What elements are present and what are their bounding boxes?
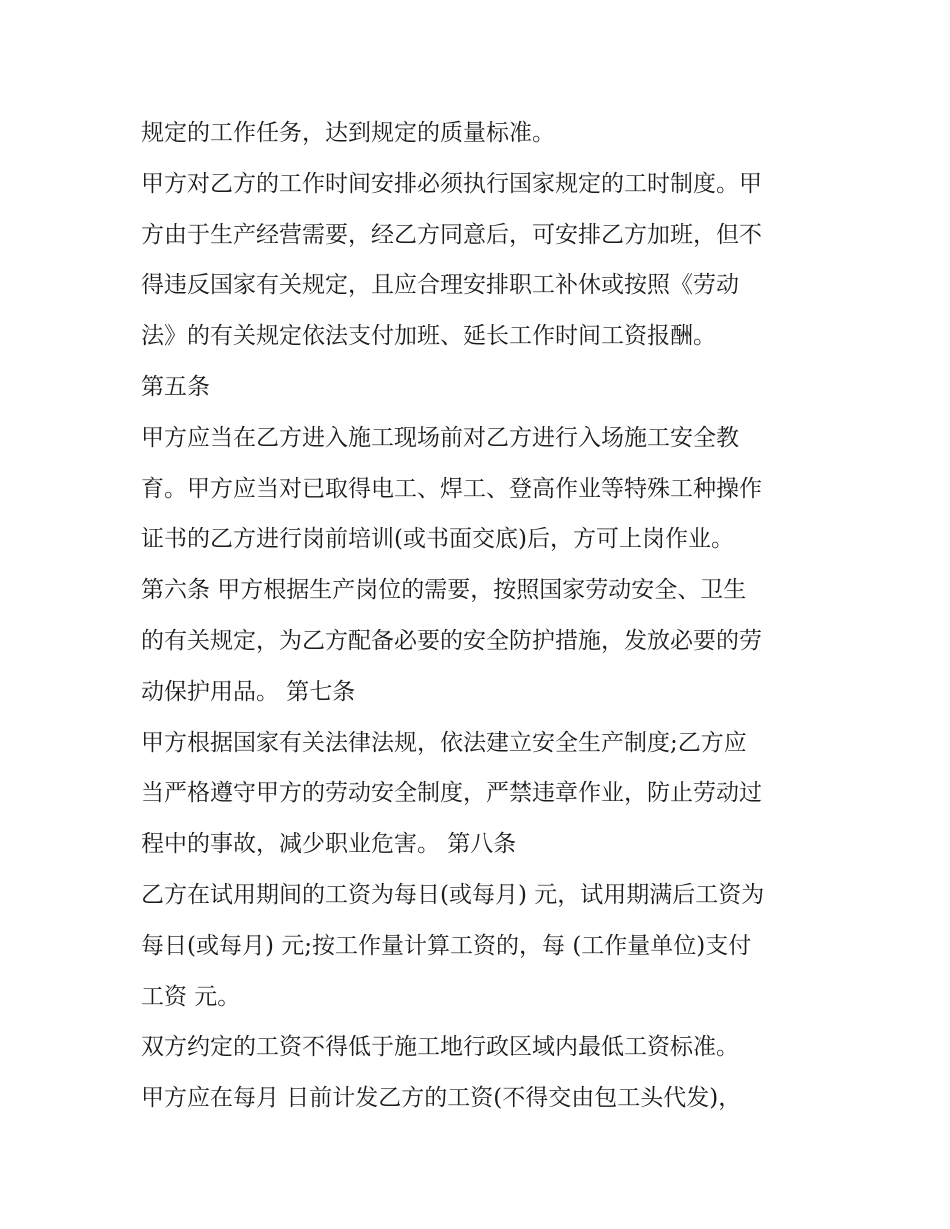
text-line: 得违反国家有关规定，且应合理安排职工补休或按照《劳动 (141, 272, 739, 299)
text-line: 育。甲方应当对已取得电工、焊工、登高作业等特殊工种操作 (141, 475, 762, 502)
text-line: 的有关规定，为乙方配备必要的安全防护措施，发放必要的劳 (141, 627, 762, 654)
text-line: 法》的有关规定依法支付加班、延长工作时间工资报酬。 (141, 323, 716, 350)
text-line: 动保护用品。 第七条 (141, 678, 356, 705)
text-line: 规定的工作任务，达到规定的质量标准。 (141, 120, 555, 146)
text-line: 乙方在试用期间的工资为每日(或每月) 元，试用期满后工资为 (141, 881, 765, 908)
text-line: 甲方对乙方的工作时间安排必须执行国家规定的工时制度。甲 (141, 170, 762, 197)
text-line: 每日(或每月) 元;按工作量计算工资的，每 (工作量单位)支付 (141, 932, 752, 959)
text-line: 甲方根据国家有关法律法规，依法建立安全生产制度;乙方应 (141, 729, 747, 756)
text-line: 证书的乙方进行岗前培训(或书面交底)后，方可上岗作业。 (141, 526, 734, 553)
text-line: 甲方应在每月 日前计发乙方的工资(不得交由包工头代发)， (141, 1085, 742, 1112)
text-line: 双方约定的工资不得低于施工地行政区域内最低工资标准。 (141, 1034, 739, 1061)
document-body (141, 108, 821, 1124)
text-line: 第六条 甲方根据生产岗位的需要，按照国家劳动安全、卫生 (141, 577, 747, 604)
text-line: 当严格遵守甲方的劳动安全制度，严禁违章作业，防止劳动过 (141, 780, 762, 807)
text-line: 甲方应当在乙方进入施工现场前对乙方进行入场施工安全教 (141, 424, 739, 451)
text-line: 工资 元。 (141, 983, 241, 1010)
text-line: 程中的事故，减少职业危害。 第八条 (141, 831, 517, 858)
text-line: 方由于生产经营需要，经乙方同意后，可安排乙方加班，但不 (141, 221, 762, 248)
article-heading: 第五条 (141, 373, 210, 400)
